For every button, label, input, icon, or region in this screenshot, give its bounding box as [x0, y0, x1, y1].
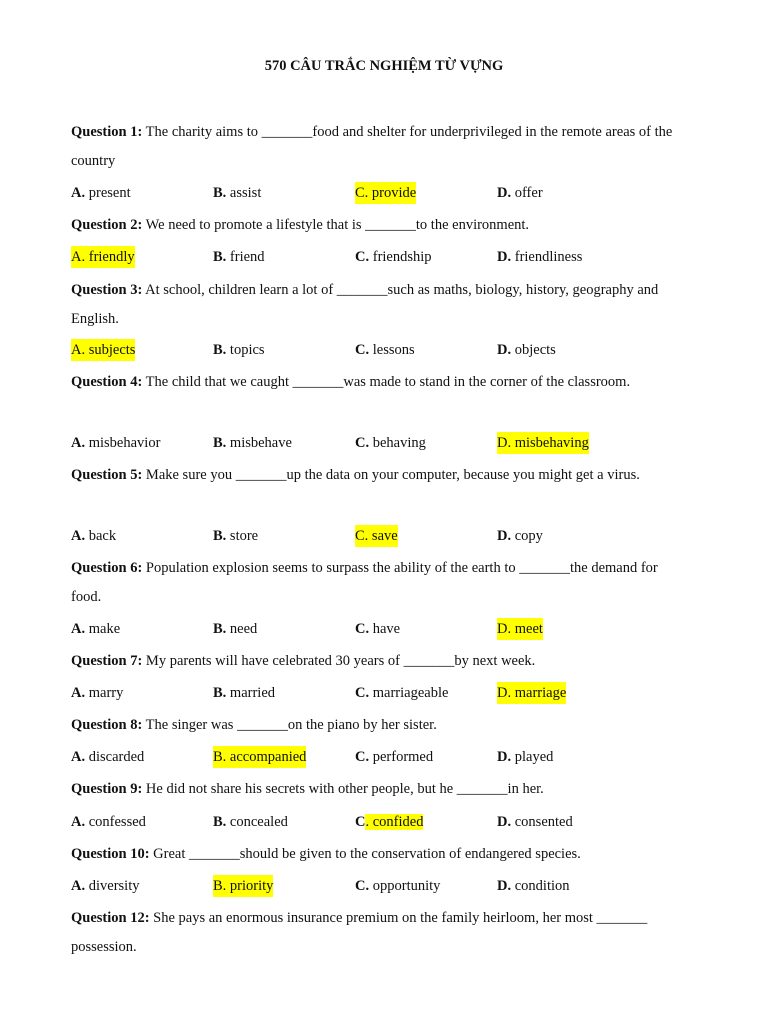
question-text — [71, 904, 691, 962]
answer-option — [71, 182, 131, 204]
answer-options — [71, 246, 691, 268]
option-text: lessons — [369, 342, 415, 358]
option-letter: A. — [71, 185, 86, 201]
option-text: marriage — [511, 685, 567, 701]
option-text: consented — [511, 814, 573, 830]
option-text: friend — [226, 249, 265, 265]
answer-option — [355, 746, 433, 768]
answer-options — [71, 618, 691, 640]
question-body: She pays an enormous insurance premium on the family heirloom, her most _______ possession. — [71, 910, 648, 955]
option-text: assist — [226, 185, 262, 201]
option-letter: D. — [497, 528, 512, 544]
answer-option-correct — [355, 182, 416, 204]
option-text: friendly — [85, 249, 135, 265]
question-body: We need to promote a lifestyle that is _______to the environment. — [142, 217, 530, 233]
answer-option — [213, 432, 292, 454]
option-letter: C. — [355, 749, 370, 765]
answer-option — [355, 246, 432, 268]
option-text: married — [226, 685, 276, 701]
option-letter: C. — [355, 621, 370, 637]
question-label: Question 12: — [71, 910, 150, 926]
option-letter: C. — [355, 249, 370, 265]
answer-option — [71, 746, 144, 768]
answer-option — [497, 875, 570, 897]
option-text: . confided — [365, 814, 424, 830]
option-text: concealed — [226, 814, 288, 830]
question-text — [71, 118, 691, 176]
option-letter: D. — [497, 685, 512, 701]
answer-options — [71, 182, 691, 204]
answer-options — [71, 339, 691, 361]
question-body: He did not share his secrets with other people, but he _______in her. — [142, 781, 544, 797]
answer-options — [71, 875, 691, 897]
option-letter: D. — [497, 249, 512, 265]
question-label: Question 4: — [71, 374, 143, 390]
answer-option-correct — [497, 618, 543, 640]
answer-options — [71, 811, 691, 833]
option-letter: D. — [497, 878, 512, 894]
question-text — [71, 461, 691, 490]
option-letter: A. — [71, 342, 86, 358]
question-label: Question 5: — [71, 467, 143, 483]
option-letter: A. — [71, 749, 86, 765]
question-text — [71, 554, 691, 612]
question-label: Question 3: — [71, 282, 143, 298]
option-text: misbehavior — [85, 435, 161, 451]
option-text: confessed — [85, 814, 146, 830]
option-letter: A. — [71, 528, 86, 544]
answer-option — [213, 246, 265, 268]
answer-option — [213, 525, 258, 547]
answer-option — [497, 525, 543, 547]
answer-option — [497, 339, 556, 361]
option-text: diversity — [85, 878, 140, 894]
option-letter: C. — [355, 878, 370, 894]
answer-option-correct — [71, 339, 135, 361]
option-letter: A. — [71, 435, 86, 451]
option-letter: D. — [497, 814, 512, 830]
answer-option — [213, 339, 265, 361]
question-body: My parents will have celebrated 30 years of _______by next week. — [142, 653, 536, 669]
option-text: topics — [226, 342, 265, 358]
option-text: accompanied — [226, 749, 307, 765]
option-text: marriageable — [369, 685, 449, 701]
option-letter: B. — [213, 878, 227, 894]
answer-option — [497, 246, 582, 268]
option-letter: C — [355, 814, 366, 830]
answer-option-correct — [355, 525, 398, 547]
option-text: have — [369, 621, 401, 637]
question-body: At school, children learn a lot of _______such as maths, biology, history, geography and English. — [71, 282, 659, 327]
answer-option — [355, 875, 440, 897]
option-letter: B. — [213, 185, 227, 201]
answer-option — [497, 811, 573, 833]
option-letter: A. — [71, 814, 86, 830]
question-body: Make sure you _______up the data on your computer, because you might get a virus. — [142, 467, 640, 483]
option-letter: C. — [355, 342, 370, 358]
option-text: store — [226, 528, 259, 544]
option-text: behaving — [369, 435, 426, 451]
question-body: The charity aims to _______food and shelter for underprivileged in the remote areas of the country — [71, 124, 673, 169]
answer-option — [71, 525, 116, 547]
answer-option-correct — [71, 246, 135, 268]
answer-option — [355, 618, 400, 640]
answer-option-correct — [213, 875, 273, 897]
option-text: make — [85, 621, 121, 637]
option-letter: C. — [355, 435, 370, 451]
question-body: The child that we caught _______was made to stand in the corner of the classroom. — [142, 374, 631, 390]
option-text: save — [368, 528, 398, 544]
question-text — [71, 647, 691, 676]
option-letter: A. — [71, 685, 86, 701]
question-body: Population explosion seems to surpass the ability of the earth to _______the demand for food. — [71, 560, 658, 605]
option-letter: A. — [71, 621, 86, 637]
answer-option-correct — [497, 432, 589, 454]
option-text: objects — [511, 342, 556, 358]
option-letter: B. — [213, 342, 227, 358]
option-text: friendliness — [511, 249, 583, 265]
answer-option — [355, 432, 426, 454]
answer-options — [71, 432, 691, 454]
option-text: played — [511, 749, 554, 765]
question-text — [71, 775, 691, 804]
option-text: condition — [511, 878, 570, 894]
answer-option — [213, 182, 261, 204]
option-text: provide — [368, 185, 417, 201]
question-text — [71, 840, 691, 869]
option-letter: D. — [497, 621, 512, 637]
answer-option — [71, 875, 139, 897]
question-label: Question 1: — [71, 124, 143, 140]
option-letter: D. — [497, 342, 512, 358]
option-text: misbehaving — [511, 435, 589, 451]
option-text: need — [226, 621, 258, 637]
option-letter: C. — [355, 685, 370, 701]
option-text: priority — [226, 878, 274, 894]
option-letter: C. — [355, 528, 369, 544]
answer-option — [71, 682, 123, 704]
question-label: Question 8: — [71, 717, 143, 733]
answer-option — [213, 811, 288, 833]
option-letter: D. — [497, 185, 512, 201]
question-text — [71, 276, 691, 334]
option-letter: D. — [497, 749, 512, 765]
option-text: performed — [369, 749, 434, 765]
question-text — [71, 211, 691, 240]
option-text: misbehave — [226, 435, 292, 451]
option-letter: B. — [213, 749, 227, 765]
question-label: Question 6: — [71, 560, 143, 576]
option-text: subjects — [85, 342, 136, 358]
option-text: discarded — [85, 749, 145, 765]
question-text — [71, 711, 691, 740]
option-text: friendship — [369, 249, 432, 265]
answer-option-correct — [497, 682, 566, 704]
question-label: Question 7: — [71, 653, 143, 669]
answer-option — [71, 811, 146, 833]
option-letter: C. — [355, 185, 369, 201]
option-text: copy — [511, 528, 543, 544]
option-letter: B. — [213, 528, 227, 544]
option-text: meet — [511, 621, 543, 637]
option-letter: A. — [71, 249, 86, 265]
option-letter: B. — [213, 814, 227, 830]
answer-option-correct — [355, 811, 423, 833]
question-body: The singer was _______on the piano by her sister. — [142, 717, 437, 733]
answer-option — [497, 182, 543, 204]
question-body: Great _______should be given to the conservation of endangered species. — [149, 846, 581, 862]
option-letter: B. — [213, 435, 227, 451]
answer-option — [355, 339, 415, 361]
option-letter: B. — [213, 621, 227, 637]
option-text: marry — [85, 685, 124, 701]
answer-option — [213, 618, 257, 640]
question-label: Question 10: — [71, 846, 150, 862]
answer-options — [71, 746, 691, 768]
answer-option — [497, 746, 553, 768]
answer-option — [71, 432, 160, 454]
option-letter: A. — [71, 878, 86, 894]
option-text: present — [85, 185, 131, 201]
option-letter: B. — [213, 249, 227, 265]
option-text: back — [85, 528, 117, 544]
option-letter: B. — [213, 685, 227, 701]
document-title: 570 CÂU TRẮC NGHIỆM TỪ VỰNG — [264, 58, 504, 74]
answer-option — [355, 682, 448, 704]
option-letter: D. — [497, 435, 512, 451]
question-text — [71, 368, 691, 397]
answer-options — [71, 525, 691, 547]
answer-option-correct — [213, 746, 306, 768]
answer-option — [213, 682, 275, 704]
answer-options — [71, 682, 691, 704]
option-text: opportunity — [369, 878, 441, 894]
answer-option — [71, 618, 120, 640]
question-label: Question 2: — [71, 217, 143, 233]
question-label: Question 9: — [71, 781, 143, 797]
option-text: offer — [511, 185, 543, 201]
